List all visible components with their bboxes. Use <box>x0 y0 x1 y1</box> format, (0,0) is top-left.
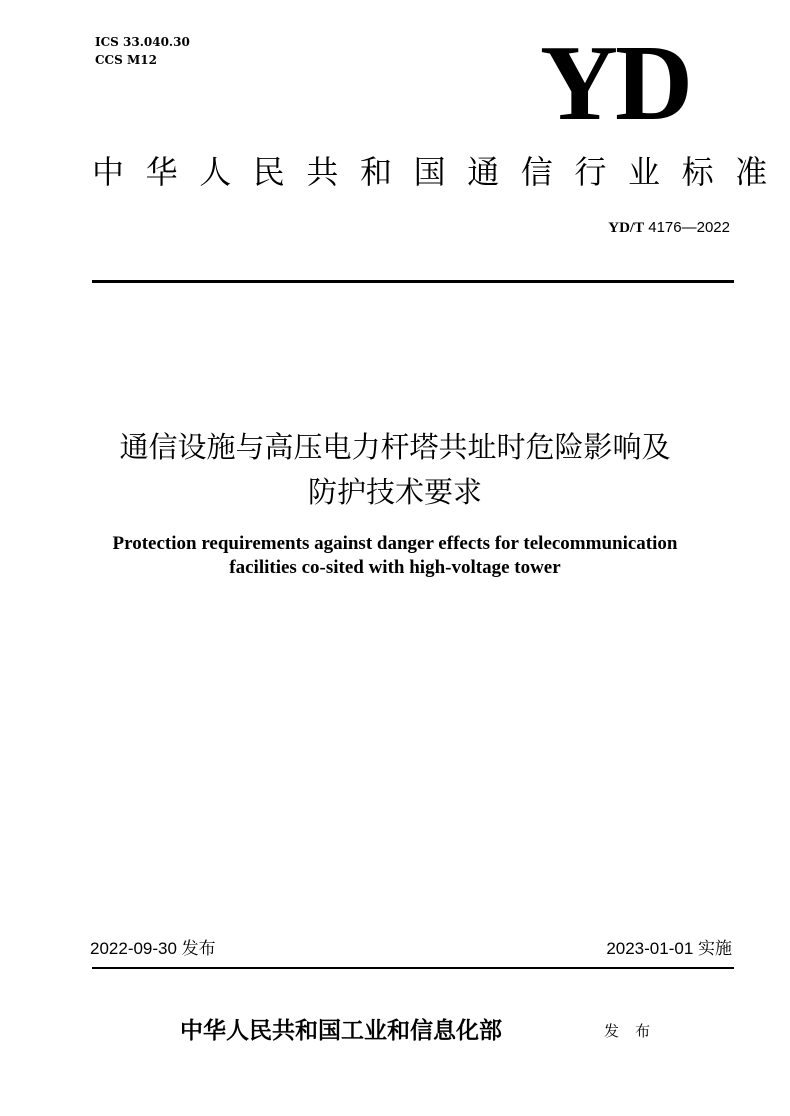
ics-code: ICS 33.040.30 <box>95 35 190 49</box>
chinese-title-line-2: 防护技术要求 <box>307 477 482 509</box>
standard-number <box>608 218 730 238</box>
yd-logo: YD <box>540 24 690 143</box>
implementation-date: 2023-01-01 实施 <box>606 939 732 958</box>
issuing-authority: 中华人民共和国工业和信息化部 <box>180 1017 502 1044</box>
ccs-code: CCS M12 <box>95 53 157 67</box>
issue-date: 2022-09-30 发布 <box>90 939 216 958</box>
bottom-divider <box>92 967 734 969</box>
chinese-title-line-1: 通信设施与高压电力杆塔共址时危险影响及 <box>119 432 671 464</box>
standard-number-value: 4176—2022 <box>648 219 730 236</box>
publish-label: 发 布 <box>604 1023 657 1040</box>
english-title-line-2: facilities co-sited with high-voltage tower <box>229 557 561 578</box>
standard-code: YD/T <box>608 220 645 236</box>
org-title: 中华人民共和国通信行业标准 <box>92 154 789 190</box>
english-title-line-1: Protection requirements against danger effects for telecommunication <box>112 533 678 554</box>
top-divider <box>92 280 734 283</box>
classification-codes <box>95 33 190 69</box>
